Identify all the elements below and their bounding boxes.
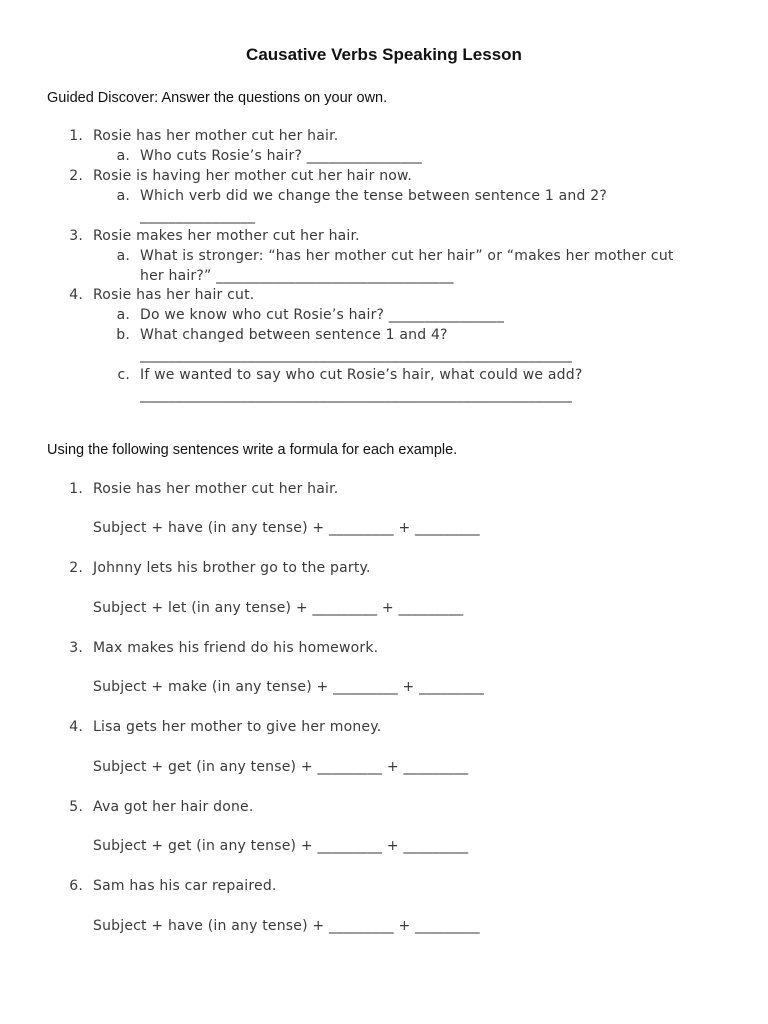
list-item-number: 4. (69, 287, 83, 303)
answer-blank: ____________________________________________________________ (140, 387, 572, 403)
sub-item-question: Who cuts Rosie’s hair? ________________ (140, 148, 422, 164)
section-2-heading: Using the following sentences write a formula for each example. (47, 442, 458, 458)
exercise-number: 3. (69, 640, 83, 656)
exercise-formula: Subject + let (in any tense) + _________ + _________ (93, 600, 464, 616)
list-item-text: Rosie is having her mother cut her hair now. (93, 168, 413, 184)
sub-item-question-continued: her hair?” _________________________________ (140, 268, 454, 284)
sub-item-question: Which verb did we change the tense between sentence 1 and 2? (140, 188, 607, 204)
sub-item-question: What changed between sentence 1 and 4? (140, 327, 448, 343)
sub-item-label: b. (116, 327, 130, 343)
sub-item-question: What is stronger: “has her mother cut her hair” or “makes her mother cut (140, 248, 674, 264)
list-item-text: Rosie has her hair cut. (93, 287, 255, 303)
exercise-formula: Subject + make (in any tense) + _________ + _________ (93, 679, 484, 695)
section-1-heading: Guided Discover: Answer the questions on your own. (47, 90, 388, 106)
sub-item-label: c. (117, 367, 130, 383)
exercise-number: 4. (69, 719, 83, 735)
answer-blank: ________________ (140, 208, 256, 224)
document-title: Causative Verbs Speaking Lesson (246, 45, 522, 64)
exercise-formula: Subject + get (in any tense) + _________ + _________ (93, 838, 469, 854)
list-item-text: Rosie has her mother cut her hair. (93, 128, 339, 144)
sub-item-label: a. (116, 188, 130, 204)
exercise-sentence: Ava got her hair done. (93, 799, 254, 815)
exercise-formula: Subject + have (in any tense) + _________ + _________ (93, 520, 480, 536)
list-item-number: 3. (69, 228, 83, 244)
sub-item-question: If we wanted to say who cut Rosie’s hair, what could we add? (140, 367, 583, 383)
exercise-sentence: Lisa gets her mother to give her money. (93, 719, 382, 735)
list-item-number: 1. (69, 128, 83, 144)
exercise-number: 5. (69, 799, 83, 815)
exercise-formula: Subject + get (in any tense) + _________ + _________ (93, 759, 469, 775)
sub-item-label: a. (116, 248, 130, 264)
exercise-sentence: Johnny lets his brother go to the party. (93, 560, 371, 576)
sub-item-label: a. (116, 148, 130, 164)
exercise-number: 1. (69, 481, 83, 497)
sub-item-question: Do we know who cut Rosie’s hair? ________________ (140, 307, 505, 323)
list-item-number: 2. (69, 168, 83, 184)
answer-blank: ____________________________________________________________ (140, 347, 572, 363)
exercise-sentence: Rosie has her mother cut her hair. (93, 481, 339, 497)
sub-item-label: a. (116, 307, 130, 323)
exercise-number: 6. (69, 878, 83, 894)
exercise-sentence: Max makes his friend do his homework. (93, 640, 379, 656)
list-item-text: Rosie makes her mother cut her hair. (93, 228, 360, 244)
exercise-sentence: Sam has his car repaired. (93, 878, 277, 894)
exercise-number: 2. (69, 560, 83, 576)
exercise-formula: Subject + have (in any tense) + _________ + _________ (93, 918, 480, 934)
